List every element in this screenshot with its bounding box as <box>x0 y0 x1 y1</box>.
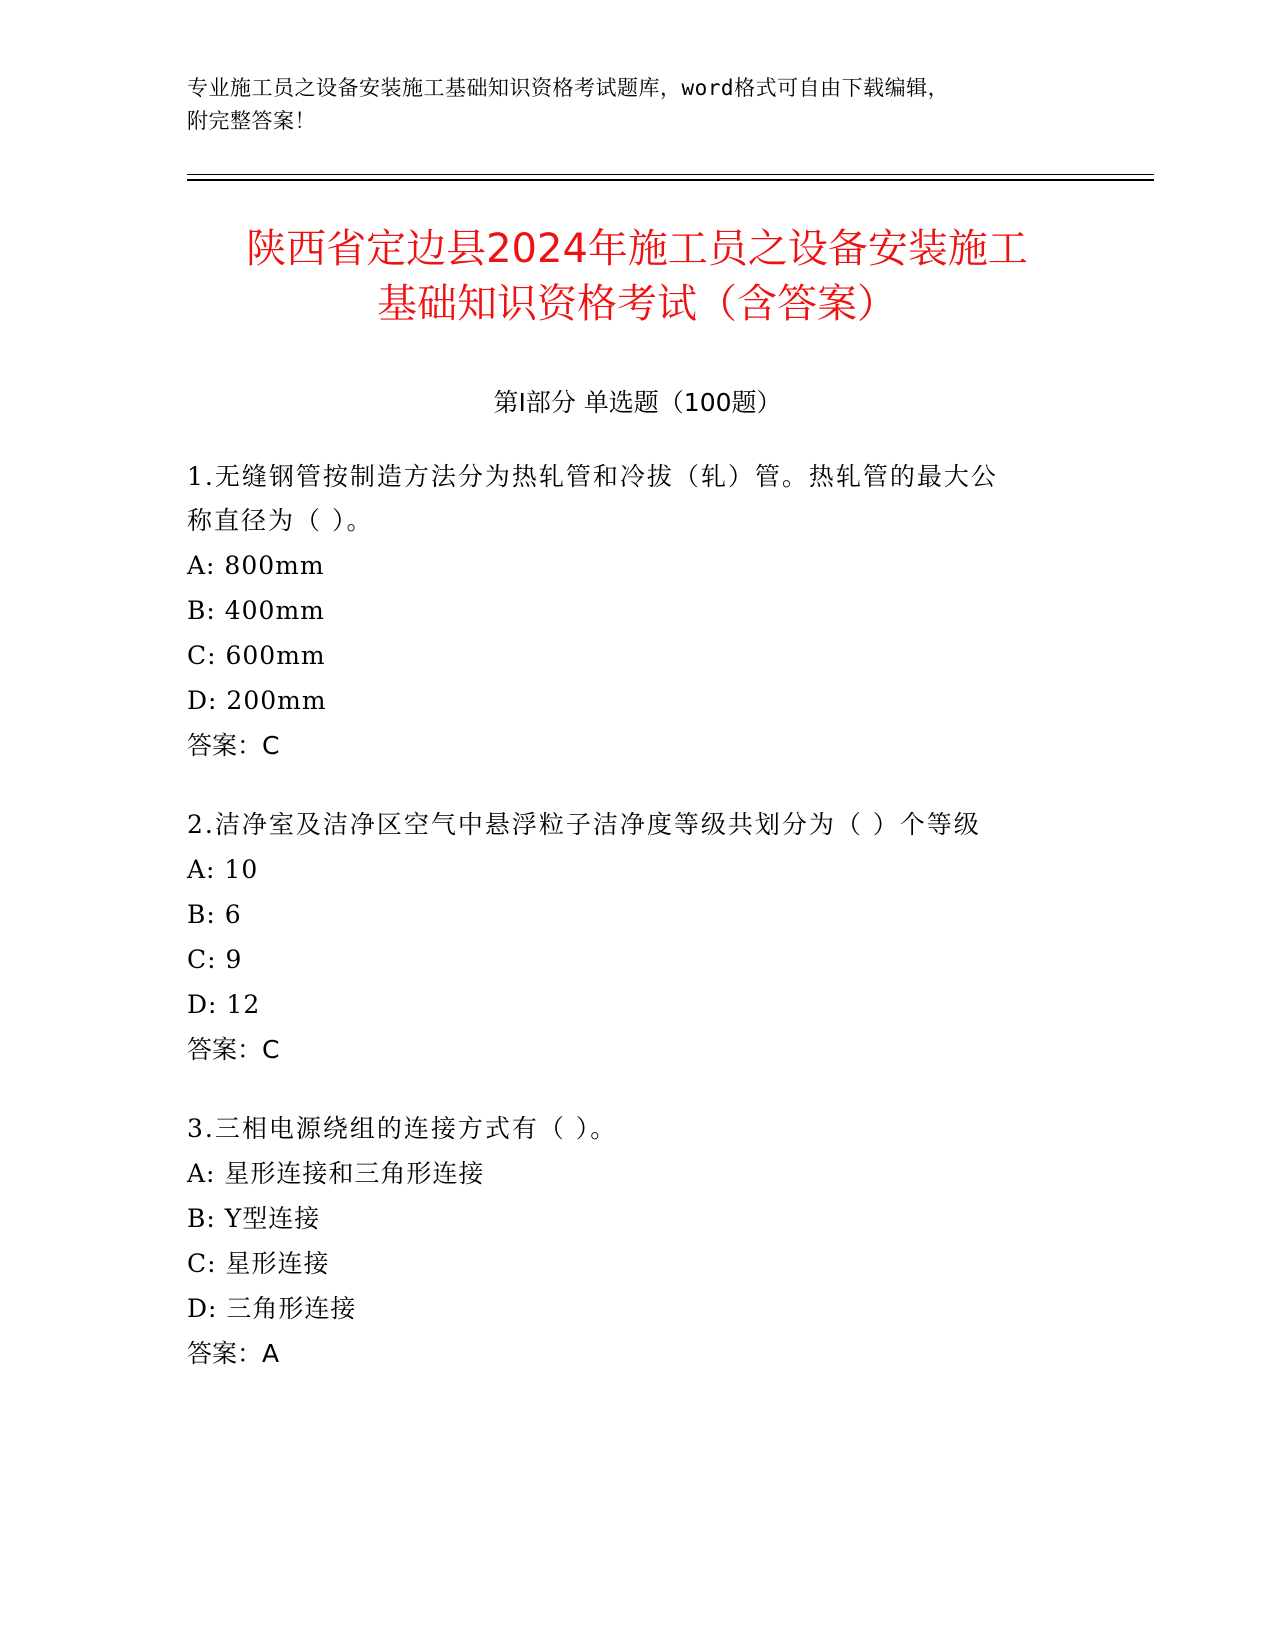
question-3-answer: 答案：A <box>187 1339 280 1368</box>
question-3 <box>187 1107 1067 1377</box>
question-1-text-line-1: 1.无缝钢管按制造方法分为热轧管和冷拔（轧）管。热轧管的最大公 <box>187 462 998 491</box>
question-3-option-c: C: 星形连接 <box>187 1249 330 1278</box>
question-2-answer: 答案：C <box>187 1035 280 1064</box>
question-3-text-line-1: 3.三相电源绕组的连接方式有（ ）。 <box>187 1114 618 1143</box>
question-1-option-b: B: 400mm <box>187 596 325 625</box>
question-1-answer: 答案：C <box>187 731 280 760</box>
question-3-option-b: B: Y型连接 <box>187 1204 321 1233</box>
section-heading: 第Ⅰ部分 单选题（100题） <box>493 388 782 417</box>
question-3-option-a: A: 星形连接和三角形连接 <box>187 1159 485 1188</box>
question-1-option-a: A: 800mm <box>187 551 325 580</box>
document-title <box>160 222 1114 332</box>
question-2-option-a: A: 10 <box>187 855 259 884</box>
question-1-text-line-2: 称直径为（ ）。 <box>187 506 374 535</box>
question-2-option-c: C: 9 <box>187 945 243 974</box>
question-2-text-line-1: 2.洁净室及洁净区空气中悬浮粒子洁净度等级共划分为（ ）个等级 <box>187 810 981 839</box>
header-divider-thick <box>187 179 1154 181</box>
question-3-option-d: D: 三角形连接 <box>187 1294 357 1323</box>
question-2 <box>187 803 1067 1073</box>
header-divider-thin <box>187 174 1154 175</box>
title-line-1: 陕西省定边县2024年施工员之设备安装施工 <box>246 226 1028 272</box>
title-line-2: 基础知识资格考试（含答案） <box>377 281 897 327</box>
header-line-1: 专业施工员之设备安装施工基础知识资格考试题库，word格式可自由下载编辑， <box>187 76 950 100</box>
question-1-option-c: C: 600mm <box>187 641 326 670</box>
document-header <box>187 72 1087 138</box>
question-1 <box>187 455 1067 769</box>
question-2-option-b: B: 6 <box>187 900 242 929</box>
header-line-2: 附完整答案！ <box>187 109 316 133</box>
question-1-option-d: D: 200mm <box>187 686 327 715</box>
question-2-option-d: D: 12 <box>187 990 261 1019</box>
